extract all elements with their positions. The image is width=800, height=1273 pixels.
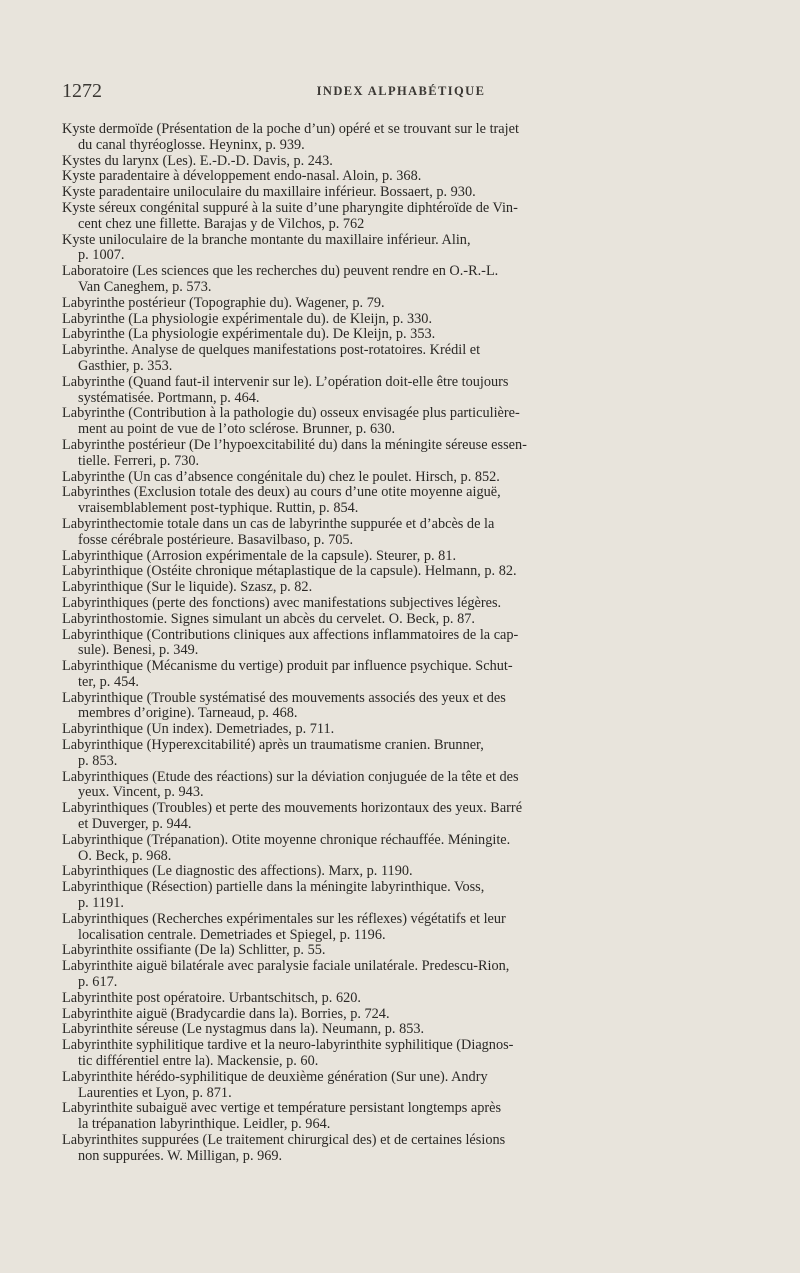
entry-line: Labyrinthites suppurées (Le traitement chirurgical des) et de certaines lésions <box>62 1132 506 1148</box>
index-entries <box>63 122 685 1165</box>
entry-line: Labyrinthe postérieur (De l’hypoexcitabilité du) dans la méningite séreuse essen- <box>62 436 527 453</box>
entry-continuation-line: du canal thyréoglosse. Heyninx, p. 939. <box>78 136 305 153</box>
entry-line: Labyrinthite aiguë bilatérale avec paralysie faciale unilatérale. Predescu-Rion, <box>62 958 510 975</box>
index-entry <box>63 1038 685 1070</box>
entry-continuation-line: p. 1191. <box>78 895 124 912</box>
index-entry <box>63 517 685 549</box>
entry-continuation-line: tic différentiel entre la). Mackensie, p. 60. <box>78 1053 319 1070</box>
entry-continuation-line: p. 1007. <box>78 247 125 264</box>
entry-line: Kyste paradentaire à développement endo-nasal. Aloin, p. 368. <box>62 168 422 185</box>
index-entry <box>63 801 685 833</box>
entry-line: Labyrinthite aiguë (Bradycardie dans la). Borries, p. 724. <box>62 1005 390 1022</box>
entry-line: Labyrinthite séreuse (Le nystagmus dans la). Neumann, p. 853. <box>62 1021 425 1038</box>
entry-line: Labyrinthectomie totale dans un cas de labyrinthe suppurée et d’abcès de la <box>62 515 495 532</box>
entry-line: Labyrinthite hérédo-syphilitique de deuxième génération (Sur une). Andry <box>62 1068 488 1085</box>
entry-line: Labyrinthe (Un cas d’absence congénitale du) chez le poulet. Hirsch, p. 852. <box>62 468 500 485</box>
entry-continuation-line: p. 617. <box>78 974 118 991</box>
entry-line: Labyrinthique (Arrosion expérimentale de la capsule). Steurer, p. 81. <box>62 547 457 564</box>
index-entry <box>63 991 685 1007</box>
entry-continuation-line: fosse cérébrale postérieure. Basavilbaso, p. 705. <box>78 531 354 548</box>
entry-line: Labyrinthique (Un index). Demetriades, p. 711. <box>62 721 335 738</box>
index-entry <box>63 470 685 486</box>
entry-continuation-line: localisation centrale. Demetriades et Spiegel, p. 1196. <box>78 926 386 943</box>
index-entry <box>63 1070 685 1102</box>
index-entry <box>63 1007 685 1023</box>
entry-continuation-line: et Duverger, p. 944. <box>78 816 192 833</box>
index-entry <box>63 343 685 375</box>
entry-continuation-line: sule). Benesi, p. 349. <box>78 642 199 659</box>
entry-continuation-line: ter, p. 454. <box>78 673 139 690</box>
index-entry <box>63 264 685 296</box>
index-entry <box>63 296 685 312</box>
entry-continuation-line: Gasthier, p. 353. <box>78 357 173 374</box>
index-entry <box>63 1022 685 1038</box>
entry-line: Labyrinthite ossifiante (De la) Schlitter, p. 55. <box>62 942 326 959</box>
entry-line: Labyrinthe (La physiologie expérimentale du). De Kleijn, p. 353. <box>62 326 436 343</box>
entry-line: Labyrinthes (Exclusion totale des deux) au cours d’une otite moyenne aiguë, <box>62 484 501 501</box>
entry-line: Labyrinthostomie. Signes simulant un abcès du cervelet. O. Beck, p. 87. <box>62 610 475 627</box>
entry-continuation-line: ment au point de vue de l’oto sclérose. Brunner, p. 630. <box>78 421 396 438</box>
entry-line: Labyrinthe. Analyse de quelques manifestations post-rotatoires. Krédil et <box>62 342 481 359</box>
index-entry <box>63 912 685 944</box>
index-entry <box>63 1133 685 1165</box>
entry-line: Kyste séreux congénital suppuré à la suite d’une pharyngite diphtéroïde de Vin- <box>62 199 518 216</box>
index-entry <box>63 406 685 438</box>
index-entry <box>63 485 685 517</box>
index-entry <box>63 438 685 470</box>
index-entry <box>63 596 685 612</box>
index-entry <box>63 691 685 723</box>
entry-line: Labyrinthite subaiguë avec vertige et température persistant longtemps après <box>62 1100 502 1117</box>
entry-continuation-line: non suppurées. W. Milligan, p. 969. <box>78 1147 283 1164</box>
page-header <box>62 80 740 106</box>
entry-line: Labyrinthite syphilitique tardive et la neuro-labyrinthite syphilitique (Diagnos- <box>62 1037 514 1054</box>
index-entry <box>63 722 685 738</box>
entry-continuation-line: p. 853. <box>78 752 118 769</box>
entry-continuation-line: tielle. Ferreri, p. 730. <box>78 452 200 469</box>
entry-continuation-line: systématisée. Portmann, p. 464. <box>78 389 260 406</box>
entry-continuation-line: vraisemblablement post-typhique. Ruttin, p. 854. <box>78 500 359 517</box>
entry-line: Kyste dermoïde (Présentation de la poche d’un) opéré et se trouvant sur le trajet <box>62 121 519 137</box>
index-entry <box>63 169 685 185</box>
index-entry <box>63 185 685 201</box>
entry-continuation-line: Laurenties et Lyon, p. 871. <box>78 1084 232 1101</box>
index-entry <box>63 833 685 865</box>
entry-line: Labyrinthe (La physiologie expérimentale du). de Kleijn, p. 330. <box>62 310 433 327</box>
entry-line: Labyrinthite post opératoire. Urbantschitsch, p. 620. <box>62 989 361 1006</box>
entry-continuation-line: O. Beck, p. 968. <box>78 847 172 864</box>
entry-line: Labyrinthique (Hyperexcitabilité) après un traumatisme cranien. Brunner, <box>62 737 484 754</box>
page-number: 1272 <box>62 80 102 102</box>
entry-line: Labyrinthe postérieur (Topographie du). Wagener, p. 79. <box>62 294 385 311</box>
entry-line: Labyrinthe (Contribution à la pathologie du) osseux envisagée plus particulière- <box>62 405 520 422</box>
index-entry <box>63 659 685 691</box>
entry-line: Labyrinthique (Résection) partielle dans la méningite labyrinthique. Voss, <box>62 879 485 896</box>
entry-continuation-line: la trépanation labyrinthique. Leidler, p. 964. <box>78 1116 331 1133</box>
running-title: INDEX ALPHABÉTIQUE <box>316 84 486 98</box>
index-entry <box>63 564 685 580</box>
index-entry <box>63 1101 685 1133</box>
entry-continuation-line: Van Caneghem, p. 573. <box>78 278 212 295</box>
entry-line: Labyrinthiques (perte des fonctions) avec manifestations subjectives légères. <box>62 594 502 611</box>
index-entry <box>63 233 685 265</box>
entry-line: Kystes du larynx (Les). E.-D.-D. Davis, p. 243. <box>62 152 333 169</box>
index-entry <box>63 628 685 660</box>
entry-line: Labyrinthiques (Le diagnostic des affections). Marx, p. 1190. <box>62 863 413 880</box>
entry-continuation-line: yeux. Vincent, p. 943. <box>78 784 204 801</box>
index-entry <box>63 580 685 596</box>
entry-line: Labyrinthique (Sur le liquide). Szasz, p. 82. <box>62 579 313 596</box>
entry-line: Labyrinthique (Trouble systématisé des mouvements associés des yeux et des <box>62 689 506 706</box>
index-entry <box>63 375 685 407</box>
index-entry <box>63 201 685 233</box>
index-entry <box>63 943 685 959</box>
index-entry <box>63 312 685 328</box>
index-entry <box>63 327 685 343</box>
index-entry <box>63 154 685 170</box>
entry-continuation-line: cent chez une fillette. Barajas y de Vilchos, p. 762 <box>78 215 365 232</box>
index-entry <box>63 770 685 802</box>
index-entry <box>63 612 685 628</box>
entry-line: Labyrinthique (Contributions cliniques aux affections inflammatoires de la cap- <box>62 626 519 643</box>
index-entry <box>63 880 685 912</box>
entry-line: Labyrinthique (Mécanisme du vertige) produit par influence psychique. Schut- <box>62 658 513 675</box>
entry-line: Labyrinthique (Ostéite chronique métaplastique de la capsule). Helmann, p. 82. <box>62 563 517 580</box>
entry-line: Labyrinthiques (Troubles) et perte des mouvements horizontaux des yeux. Barré <box>62 800 523 817</box>
index-entry <box>63 959 685 991</box>
entry-line: Labyrinthiques (Etude des réactions) sur la déviation conjuguée de la tête et des <box>62 768 519 785</box>
index-entry <box>63 864 685 880</box>
entry-line: Kyste paradentaire uniloculaire du maxillaire inférieur. Bossaert, p. 930. <box>62 184 476 201</box>
index-entry <box>63 549 685 565</box>
index-entry <box>63 122 685 154</box>
entry-line: Laboratoire (Les sciences que les recherches du) peuvent rendre en O.-R.-L. <box>62 263 499 280</box>
entry-line: Labyrinthiques (Recherches expérimentales sur les réflexes) végétatifs et leur <box>62 910 506 927</box>
index-entry <box>63 738 685 770</box>
entry-continuation-line: membres d’origine). Tarneaud, p. 468. <box>78 705 298 722</box>
entry-line: Labyrinthe (Quand faut-il intervenir sur le). L’opération doit-elle être toujours <box>62 373 509 390</box>
entry-line: Kyste uniloculaire de la branche montante du maxillaire inférieur. Alin, <box>62 231 471 248</box>
entry-line: Labyrinthique (Trépanation). Otite moyenne chronique réchauffée. Méningite. <box>62 831 511 848</box>
